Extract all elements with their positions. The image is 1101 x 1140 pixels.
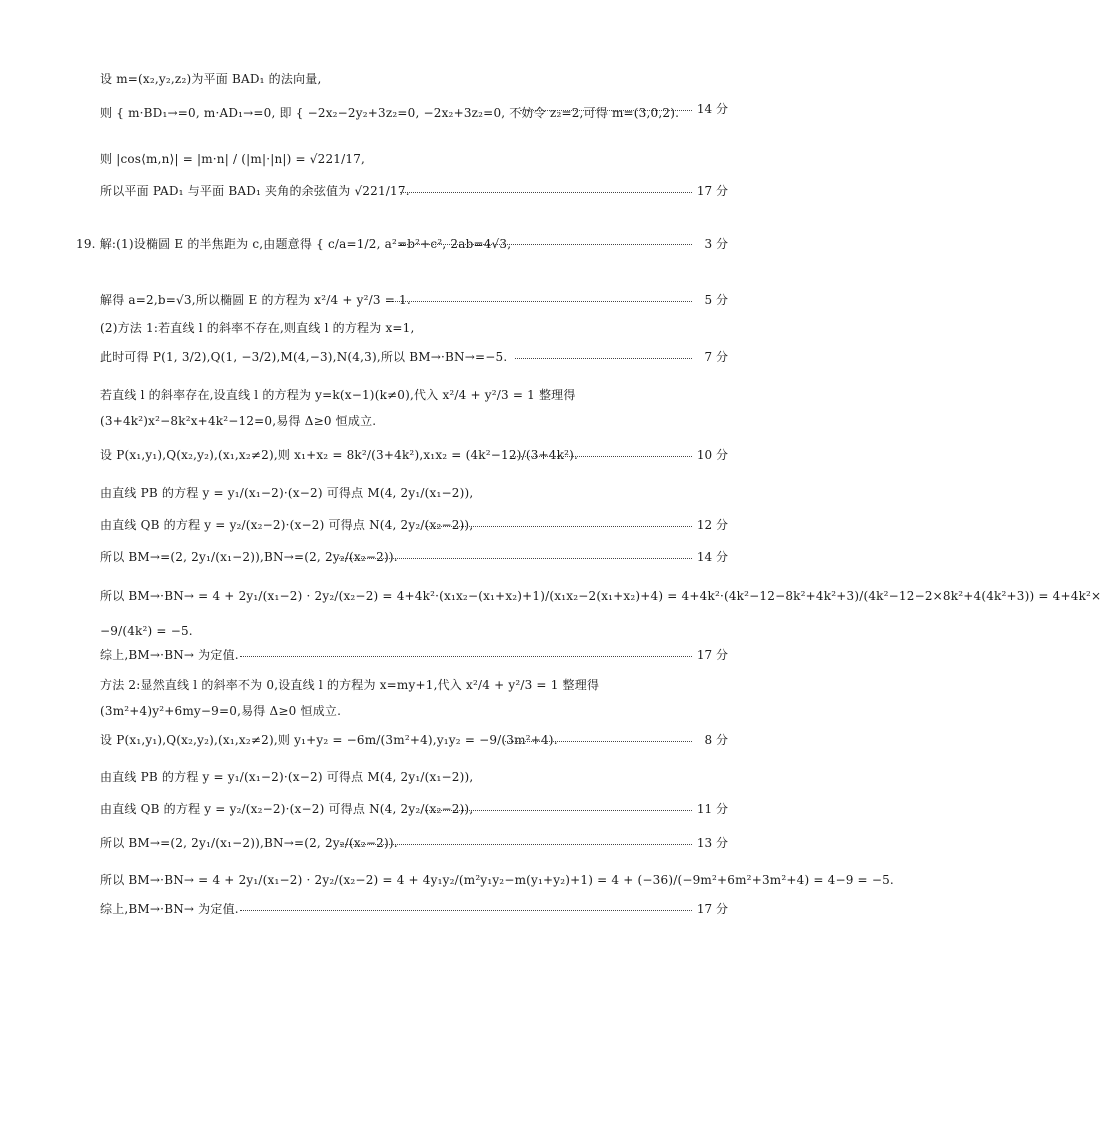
score-points: 17 分 bbox=[696, 902, 728, 916]
line-text: 设 m=(x₂,y₂,z₂)为平面 BAD₁ 的法向量, bbox=[100, 72, 322, 86]
line-text: 所以平面 PAD₁ 与平面 BAD₁ 夹角的余弦值为 √221/17. bbox=[100, 184, 410, 198]
leader-dots bbox=[340, 844, 692, 845]
text-line bbox=[0, 224, 800, 264]
leader-dots bbox=[400, 192, 692, 193]
text-line bbox=[0, 578, 1101, 614]
leader-dots bbox=[505, 741, 692, 742]
text-line bbox=[0, 66, 800, 92]
line-text: 若直线 l 的斜率存在,设直线 l 的方程为 y=k(x−1)(k≠0),代入 x²/4 + y²/3 = 1 整理得 bbox=[100, 388, 576, 402]
line-text: 综上,BM→·BN→ 为定值. bbox=[100, 902, 239, 916]
text-line bbox=[0, 792, 800, 826]
line-text: 19. 解:(1)设椭圆 E 的半焦距为 c,由题意得 { c/a=1/2, a²=b²+c², 2ab=4√3, bbox=[76, 237, 512, 251]
leader-dots bbox=[240, 656, 692, 657]
text-line bbox=[0, 438, 800, 472]
text-line bbox=[0, 476, 800, 510]
line-text: 综上,BM→·BN→ 为定值. bbox=[100, 648, 239, 662]
text-line bbox=[0, 144, 800, 174]
score-points: 10 分 bbox=[696, 448, 728, 462]
text-line bbox=[0, 287, 800, 313]
line-text: 所以 BM→=(2, 2y₁/(x₁−2)),BN→=(2, 2y₂/(x₂−2)). bbox=[100, 836, 398, 850]
score-points: 11 分 bbox=[696, 802, 728, 816]
text-line bbox=[0, 176, 800, 206]
line-text: 设 P(x₁,y₁),Q(x₂,y₂),(x₁,x₂≠2),则 y₁+y₂ = −6m/(3m²+4),y₁y₂ = −9/(3m²+4). bbox=[100, 733, 558, 747]
line-text: (2)方法 1:若直线 l 的斜率不存在,则直线 l 的方程为 x=1, bbox=[100, 321, 415, 335]
line-text: 则 |cos⟨m,n⟩| = |m·n| / (|m|·|n|) = √221/17, bbox=[100, 152, 366, 166]
line-text: 所以 BM→·BN→ = 4 + 2y₁/(x₁−2) · 2y₂/(x₂−2) = 4+4k²·(x₁x₂−(x₁+x₂)+1)/(x₁x₂−2(x₁+x₂)+4) = 4+4k²·(4k²−12−8k²+4k²+3)/(4k²−12−2×8k²+4(4k²+3)) = 4+4k²× bbox=[100, 589, 1101, 603]
line-text: 方法 2:显然直线 l 的斜率不为 0,设直线 l 的方程为 x=my+1,代入 x²/4 + y²/3 = 1 整理得 bbox=[100, 678, 600, 692]
score-points: 17 分 bbox=[696, 648, 728, 662]
line-text: 此时可得 P(1, 3/2),Q(1, −3/2),M(4,−3),N(4,3),所以 BM→·BN→=−5. bbox=[100, 350, 508, 364]
score-points: 14 分 bbox=[696, 102, 728, 116]
leader-dots bbox=[425, 810, 692, 811]
line-text: (3+4k²)x²−8k²x+4k²−12=0,易得 Δ≥0 恒成立. bbox=[100, 414, 377, 428]
line-text: 设 P(x₁,y₁),Q(x₂,y₂),(x₁,x₂≠2),则 x₁+x₂ = 8k²/(3+4k²),x₁x₂ = (4k²−12)/(3+4k²). bbox=[100, 448, 579, 462]
text-line bbox=[0, 862, 894, 898]
line-text: 所以 BM→=(2, 2y₁/(x₁−2)),BN→=(2, 2y₂/(x₂−2)). bbox=[100, 550, 398, 564]
line-text: 由直线 PB 的方程 y = y₁/(x₁−2)·(x−2) 可得点 M(4, 2y₁/(x₁−2)), bbox=[100, 486, 474, 500]
leader-dots bbox=[335, 558, 692, 559]
leader-dots bbox=[400, 244, 692, 245]
text-line bbox=[0, 380, 800, 410]
line-text: (3m²+4)y²+6my−9=0,易得 Δ≥0 恒成立. bbox=[100, 704, 342, 718]
leader-dots bbox=[520, 110, 692, 111]
line-text: 解得 a=2,b=√3,所以椭圆 E 的方程为 x²/4 + y²/3 = 1. bbox=[100, 293, 411, 307]
text-line bbox=[0, 670, 800, 700]
leader-dots bbox=[510, 456, 692, 457]
score-points: 5 分 bbox=[704, 293, 728, 307]
line-text: 则 { m·BD₁→=0, m·AD₁→=0, 即 { −2x₂−2y₂+3z₂=0, −2x₂+3z₂=0, 不妨令 z₂=2,可得 m=(3,0,2). bbox=[100, 106, 680, 120]
score-points: 17 分 bbox=[696, 184, 728, 198]
text-line bbox=[0, 408, 800, 434]
score-points: 3 分 bbox=[704, 237, 728, 251]
score-points: 12 分 bbox=[696, 518, 728, 532]
text-line bbox=[0, 342, 800, 372]
text-line bbox=[0, 508, 800, 542]
leader-dots bbox=[425, 526, 692, 527]
score-points: 13 分 bbox=[696, 836, 728, 850]
score-points: 14 分 bbox=[696, 550, 728, 564]
line-text: 由直线 QB 的方程 y = y₂/(x₂−2)·(x−2) 可得点 N(4, 2y₂/(x₂−2)), bbox=[100, 518, 474, 532]
score-points: 7 分 bbox=[704, 350, 728, 364]
text-line bbox=[0, 698, 800, 724]
leader-dots bbox=[515, 358, 692, 359]
text-line bbox=[0, 96, 800, 130]
text-line bbox=[0, 896, 800, 922]
text-line bbox=[0, 760, 800, 794]
line-text: 由直线 PB 的方程 y = y₁/(x₁−2)·(x−2) 可得点 M(4, 2y₁/(x₁−2)), bbox=[100, 770, 474, 784]
line-text: 由直线 QB 的方程 y = y₂/(x₂−2)·(x−2) 可得点 N(4, 2y₂/(x₂−2)), bbox=[100, 802, 474, 816]
line-text: −9/(4k²) = −5. bbox=[100, 624, 193, 638]
text-line bbox=[0, 642, 800, 668]
text-line bbox=[0, 540, 800, 574]
text-line bbox=[0, 826, 800, 860]
line-text: 所以 BM→·BN→ = 4 + 2y₁/(x₁−2) · 2y₂/(x₂−2) = 4 + 4y₁y₂/(m²y₁y₂−m(y₁+y₂)+1) = 4 + (−36)/(−9m²+6m²+3m²+4) = 4−9 = −5. bbox=[100, 873, 894, 887]
text-line bbox=[0, 724, 800, 756]
score-points: 8 分 bbox=[704, 733, 728, 747]
leader-dots bbox=[390, 301, 692, 302]
text-line bbox=[0, 315, 800, 341]
leader-dots bbox=[240, 910, 692, 911]
